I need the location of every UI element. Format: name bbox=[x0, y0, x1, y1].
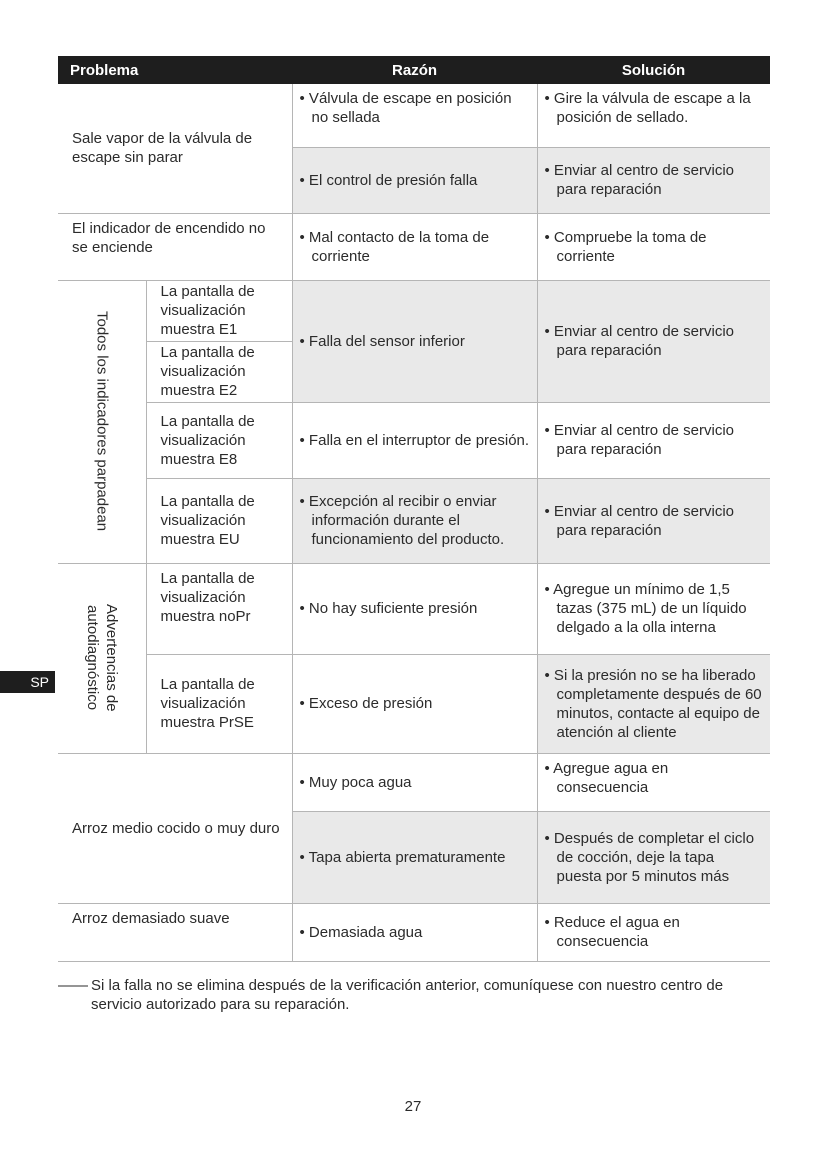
reason-cell: • Falla del sensor inferior bbox=[292, 280, 537, 402]
display-code-eu: La pantalla de visualización muestra EU bbox=[146, 478, 292, 563]
solution-cell: • Reduce el agua en consecuencia bbox=[537, 903, 770, 961]
page-number: 27 bbox=[404, 1098, 422, 1115]
solution-cell: • Enviar al centro de servicio para reparación bbox=[537, 478, 770, 563]
table-row bbox=[58, 478, 770, 563]
problem-cell: El indicador de encendido no se enciende bbox=[58, 213, 292, 280]
solution-cell: • Agregue agua en consecuencia bbox=[537, 753, 770, 811]
reason-cell: • Excepción al recibir o enviar información durante el funcionamiento del producto. bbox=[292, 478, 537, 563]
solution-cell: • Después de completar el ciclo de cocción, deje la tapa puesta por 5 minutos más bbox=[537, 811, 770, 903]
group-label-indicators: Todos los indicadores parpadean bbox=[58, 280, 146, 563]
solution-cell: • Compruebe la toma de corriente bbox=[537, 213, 770, 280]
problem-cell: Sale vapor de la válvula de escape sin parar bbox=[58, 84, 292, 213]
solution-cell: • Agregue un mínimo de 1,5 tazas (375 mL) de un líquido delgado a la olla interna bbox=[537, 563, 770, 654]
solution-cell: • Gire la válvula de escape a la posición de sellado. bbox=[537, 84, 770, 147]
table-header-row bbox=[58, 56, 770, 84]
reason-cell: • Tapa abierta prematuramente bbox=[292, 811, 537, 903]
reason-cell: • El control de presión falla bbox=[292, 147, 537, 213]
solution-cell: • Enviar al centro de servicio para reparación bbox=[537, 402, 770, 478]
reason-cell: • Mal contacto de la toma de corriente bbox=[292, 213, 537, 280]
group-label-warnings: Advertencias de autodiagnóstico bbox=[58, 563, 146, 753]
display-code-prse: La pantalla de visualización muestra PrSE bbox=[146, 654, 292, 753]
header-solucion: Solución bbox=[537, 56, 770, 84]
table-row bbox=[58, 84, 770, 147]
footnote bbox=[58, 976, 770, 1014]
reason-cell: • Válvula de escape en posición no sellada bbox=[292, 84, 537, 147]
troubleshooting-table bbox=[58, 56, 770, 962]
reason-cell: • No hay suficiente presión bbox=[292, 563, 537, 654]
display-code-e1: La pantalla de visualización muestra E1 bbox=[146, 280, 292, 341]
footnote-dash: —— bbox=[58, 977, 88, 994]
table-row bbox=[58, 753, 770, 811]
language-tab: SP bbox=[0, 671, 55, 693]
reason-cell: • Demasiada agua bbox=[292, 903, 537, 961]
footnote-text: Si la falla no se elimina después de la verificación anterior, comuníquese con nuestro centro de servicio autorizado para su reparación. bbox=[91, 977, 724, 1013]
header-problema: Problema bbox=[58, 56, 292, 84]
table-row bbox=[58, 280, 770, 341]
table-row bbox=[58, 213, 770, 280]
table-row bbox=[58, 402, 770, 478]
solution-cell: • Enviar al centro de servicio para reparación bbox=[537, 147, 770, 213]
reason-cell: • Exceso de presión bbox=[292, 654, 537, 753]
display-code-nopr: La pantalla de visualización muestra noPr bbox=[146, 563, 292, 654]
header-razon: Razón bbox=[292, 56, 537, 84]
display-code-e8: La pantalla de visualización muestra E8 bbox=[146, 402, 292, 478]
problem-cell: Arroz demasiado suave bbox=[58, 903, 292, 961]
solution-cell: • Enviar al centro de servicio para reparación bbox=[537, 280, 770, 402]
reason-cell: • Muy poca agua bbox=[292, 753, 537, 811]
display-code-e2: La pantalla de visualización muestra E2 bbox=[146, 341, 292, 402]
table-row bbox=[58, 654, 770, 753]
table-row bbox=[58, 563, 770, 654]
reason-cell: • Falla en el interruptor de presión. bbox=[292, 402, 537, 478]
problem-cell: Arroz medio cocido o muy duro bbox=[58, 753, 292, 903]
solution-cell: • Si la presión no se ha liberado completamente después de 60 minutos, contacte al equipo de atención al cliente bbox=[537, 654, 770, 753]
table-row bbox=[58, 903, 770, 961]
